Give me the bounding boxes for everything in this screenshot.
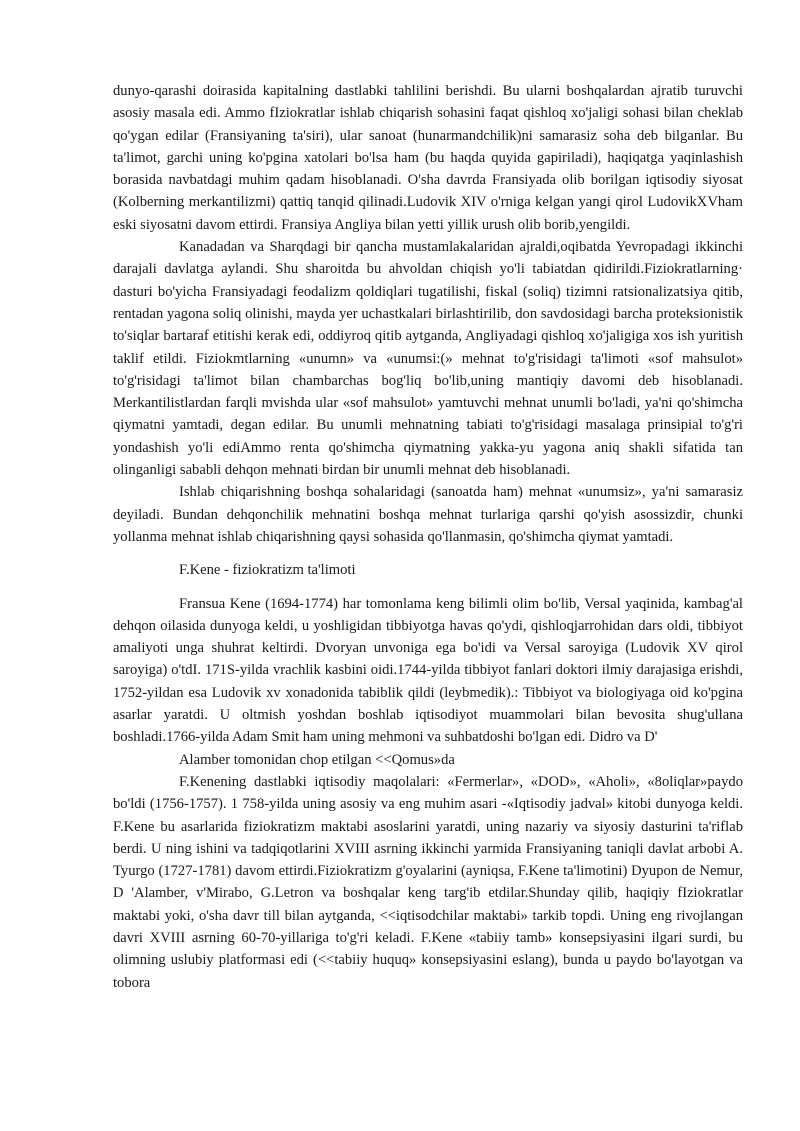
document-page [113,80,743,994]
paragraph-kene-maqolalari: F.Kenening dastlabki iqtisodiy maqolalari: «Fermerlar», «DOD», «Aholi», «8oliqlar»paydo bo'ldi (1756-1757). 1 758-yilda uning asosiy va eng muhim asari -«Iqtisodiy jadval» kitobi dunyoga keldi. F.Kene bu asarlarida fiziokratizm maktabi asoslarini yaratdi, uning nazariy va siyosiy dasturini ta'riflab berdi. U ning ishini va tadqiqotlarini XVIII asrning ikkinchi yarmida Fransiyaning taniqli davlat arbobi A. Tyurgo (1727-1781) davom ettirdi.Fiziokratizm g'oyalarini (ayniqsa, F.Kene ta'limotini) Dyupon de Nemur, D 'Alamber, v'Mirabo, G.Letron va boshqalar keng targ'ib etdilar.Shunday qilib, haqiqiy fIziokratlar maktabi yoki, o'sha davr till bilan aytganda, <<iqtisodchilar maktabi» tarkib topdi. Uning eng rivojlangan davri XVIII asrning 60-70-yillariga to'g'ri keladi. F.Kene «tabiiy tamb» konsepsiyasini ilgari surdi, bu olimning uslubiy platformasi edi (<<tabiiy huquq» konsepsiyasini eslang), bunda u paydo bo'layotgan va tobora [113,773,743,991]
paragraph-continuation: dunyo-qarashi doirasida kapitalning dastlabki tahlilini berishdi. Bu ularni boshqalardan ajratib turuvchi asosiy masala edi. Ammo fIziokratlar ishlab chiqarish sohasini faqat qishloq xo'jaligi sohasi bilan cheklab qo'ygan edilar (Fransiyaning ta'siri), ular sanoat (hunarmandchilik)ni samarasiz soha deb bilganlar. Bu ta'limot, garchi uning ko'pgina xatolari bo'lsa ham (bu haqda quyida gapiriladi), haqiqatga yaqinlashish borasida navbatdagi muhim qadam hisoblanadi. O'sha davrda Fransiyada olib borilgan iqtisodiy siyosat (Kolberning merkantilizmi) qattiq tanqid qilinadi.Ludovik XIV o'rniga kelgan yangi qirol LudovikXVham eski siyosatni davom ettirdi. Fransiya Angliya bilan yetti yillik urush olib borib,yengildi. [113,83,743,233]
paragraph-fransua-kene: Fransua Kene (1694-1774) har tomonlama keng bilimli olim bo'lib, Versal yaqinida, kambag'al dehqon oilasida dunyoga keldi, u yoshligidan tibbiyotga havas qo'ydi, qishloqjarrohidan dars oldi, tibbiyot amaliyoti unga shuhrat keltirdi. Dvoryan unvoniga ega bo'idi va Versal saroyiga (Ludovik XV qirol saroyiga) o'tdI. 171S-yilda vrachlik kasbini oidi.1744-yilda tibbiyot fanlari doktori ilmiy darajasiga erishdi, 1752-yildan esa Ludovik xv xonadonida tabiblik qildi (leybmedik).: Tibbiyot va biologiyaga oid ko'pgina asarlar yaratdi. U oltmish yoshdan boshlab iqtisodiyot muammolari bilan bevosita shug'ullana boshladi.1766-yilda Adam Smit ham uning mehmoni va suhbatdoshi bo'lgan edi. Didro va D' [113,595,743,746]
paragraph-kanada: Kanadadan va Sharqdagi bir qancha mustamlakalaridan ajraldi,oqibatda Yevropadagi ikkinchi darajali davlatga aylandi. Shu sharoitda bu ahvoldan chiqish yo'li tabiatdan qidirildi.Fiziokratlarning· dasturi bo'yicha Fransiyadagi feodalizm qoldiqlari tugatilishi, fiskal (soliq) tizimni ratsionalizatsiya qitib, rentadan yagona soliq olinishi, mayda yer uchastkalari birlashtirilib, don savdosidagi barcha proteksionistik to'siqlar bartaraf etitishi kerak edi, oddiyroq qitib aytganda, Angliyadagi qishloq xo'jaligiga xos ish yuritish taklif etildi. Fiziokmtlarning «unumn» va «unumsi:(» mehnat to'g'risidagi ta'limoti «sof mahsulot» to'g'risidagi ta'limot bilan chambarchas bog'liq bo'lib,uning mantiqiy davomi deb hisoblanadi. Merkantilistlardan farqli mvishda ular «sof mahsulot» yamtuvchi mehnat unumli bo'ladi, ya'ni qo'shimcha qiymatni yamtadi, degan edilar. Bu unumli mehnatning tabiati to'g'risidagi masalaga prinsipial to'g'ri yondashish yo'li ediAmmo renta qo'shimcha qiymatning yakka-yu yagona aniq shakli sifatida tan olinganligi sababli dehqon mehnati birdan bir unumli mehnat deb hisoblanadi. [113,239,743,479]
section-heading: F.Kene - fiziokratizm ta'limoti [179,562,356,579]
paragraph-ishlab-chiqarish: Ishlab chiqarishning boshqa sohalaridagi (sanoatda ham) mehnat «unumsiz», ya'ni samarasiz deyiladi. Bundan dehqonchilik mehnatini boshqa mehnat turlariga qarshi qo'yish asossizdir, chunki yollanma mehnat ishlab chiqarishning qaysi sohasida qo'llanmasin, qo'shimcha qiymat yamtadi. [113,484,743,545]
paragraph-alamber: Alamber tomonidan chop etilgan <<Qomus»da [179,751,455,768]
